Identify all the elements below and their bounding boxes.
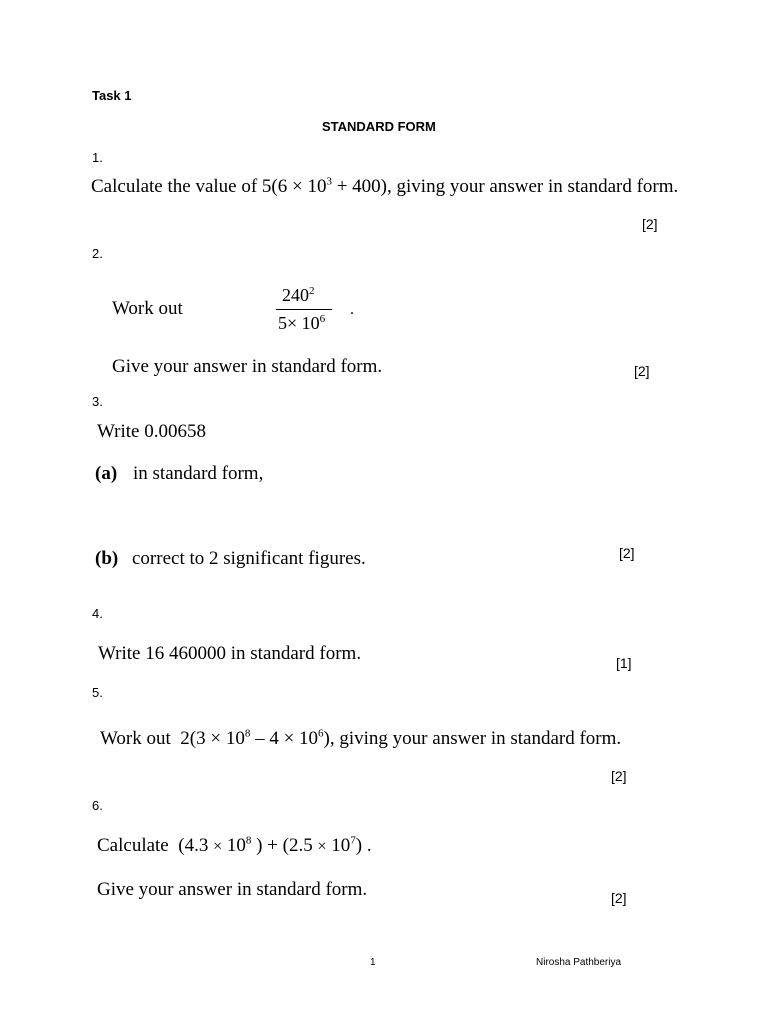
question-6-exp-b: 7 <box>350 834 356 847</box>
question-6-number: 6. <box>92 798 103 813</box>
question-1-text-post: + 400), giving your answer in standard form. <box>331 176 679 197</box>
question-2-work-out: Work out <box>112 298 183 319</box>
question-2-denominator-base: 5× 10 <box>278 313 320 333</box>
question-6-end: ) . <box>355 835 372 856</box>
question-6-mid: ) + (2.5 <box>256 835 313 856</box>
question-1-number: 1. <box>92 150 103 165</box>
question-6-give: Give your answer in standard form. <box>97 879 368 900</box>
question-6-base-b: 10 <box>331 835 351 856</box>
question-2-number: 2. <box>92 246 103 261</box>
question-3-b-text: correct to 2 significant figures. <box>132 548 366 569</box>
question-2-denominator-exp: 6 <box>319 313 326 325</box>
question-3-b-label: (b) <box>95 548 119 569</box>
question-6-text <box>97 835 372 857</box>
question-5-pre: Work out <box>100 728 171 749</box>
question-6-marks: [2] <box>611 890 627 906</box>
question-3-a-text: in standard form, <box>133 463 264 484</box>
question-5-exp-b: 6 <box>318 727 324 740</box>
question-6-base-a: 10 <box>226 835 246 856</box>
question-2-numerator-exp: 2 <box>309 285 315 297</box>
question-2-numerator-base: 240 <box>282 285 309 305</box>
question-1-marks: [2] <box>642 216 658 232</box>
question-6-times-b: × <box>317 838 327 855</box>
question-1-text-pre: Calculate the value of 5(6 × 10 <box>91 176 327 197</box>
question-2-give: Give your answer in standard form. <box>112 356 383 377</box>
question-2-marks: [2] <box>634 363 650 379</box>
question-6-expr-a: (4.3 <box>178 835 209 856</box>
question-3-a-label: (a) <box>95 463 118 484</box>
question-5-text <box>100 728 621 750</box>
question-3-write: Write 0.00658 <box>97 421 206 442</box>
question-4-number: 4. <box>92 606 103 621</box>
question-1-exponent: 3 <box>326 175 332 188</box>
footer-author: Nirosha Pathberiya <box>536 957 622 968</box>
page-number: 1 <box>370 957 376 968</box>
question-4-marks: [1] <box>616 655 632 671</box>
question-5-number: 5. <box>92 685 103 700</box>
question-6-times-a: × <box>213 838 223 855</box>
question-5-post: ), giving your answer in standard form. <box>323 728 622 749</box>
question-2-dot: . <box>350 301 354 318</box>
question-2-denominator <box>278 313 325 334</box>
question-3-marks: [2] <box>619 545 635 561</box>
question-5-marks: [2] <box>611 768 627 784</box>
question-3-number: 3. <box>92 394 103 409</box>
question-2-fraction-line <box>276 309 332 310</box>
page-title: STANDARD FORM <box>322 119 436 134</box>
question-5-expr-b: – 4 × 10 <box>255 728 319 749</box>
task-label: Task 1 <box>92 88 132 103</box>
question-1-text <box>91 176 678 198</box>
question-5-expr-a: 2(3 × 10 <box>180 728 245 749</box>
question-5-exp-a: 8 <box>244 727 251 740</box>
question-6-exp-a: 8 <box>245 834 252 847</box>
question-6-pre: Calculate <box>97 835 169 856</box>
question-2-numerator <box>282 285 315 306</box>
question-4-text: Write 16 460000 in standard form. <box>98 643 362 664</box>
